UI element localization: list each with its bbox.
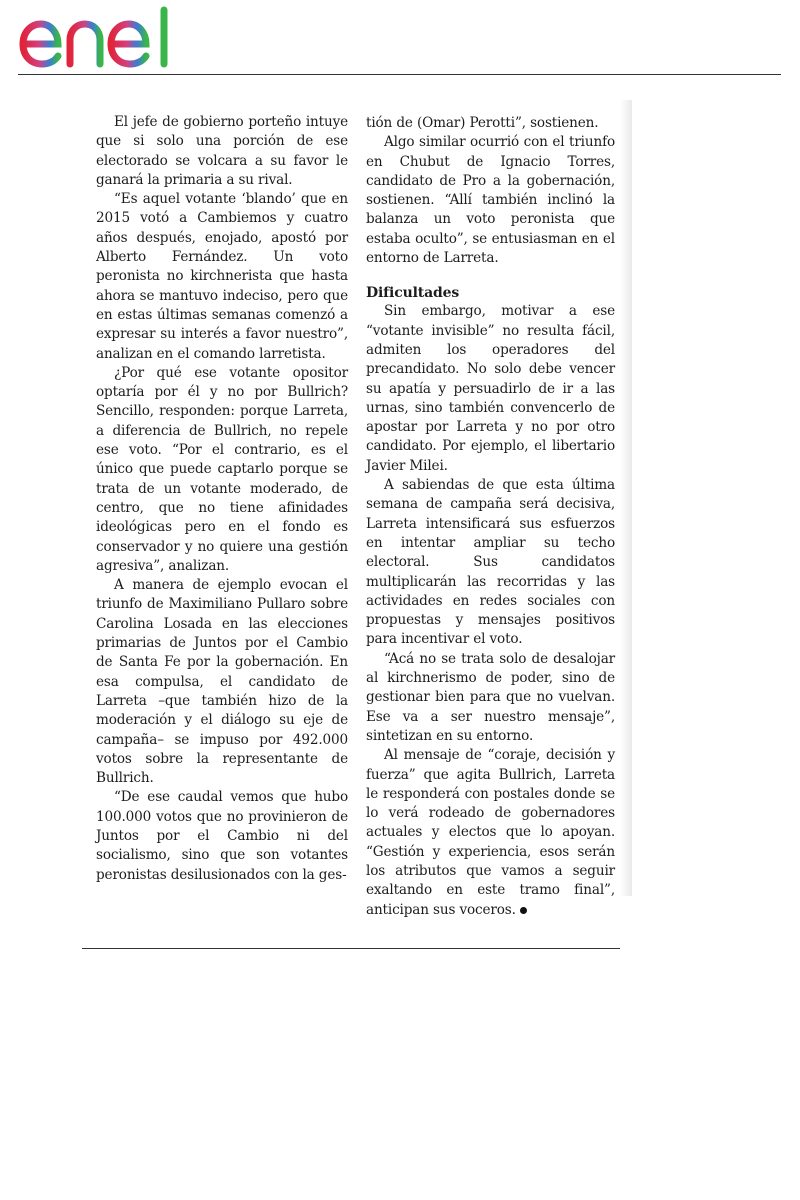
article-paragraph: A manera de ejemplo evocan el triunfo de Maximiliano Pullaro sobre Carolina Losada en las elecciones primarias de Juntos por el Cambio de Santa Fe por la gobernación. En esa compulsa, el candidato de Larreta –que también hizo de la moderación y el diálogo su eje de campaña– se impuso por 492.000 votos sobre la representante de Bullrich. [96, 577, 348, 787]
article-paragraph: El jefe de gobierno porteño intuye que si solo una porción de ese electorado se volcara a su favor le ganará la primaria a su rival. [96, 114, 348, 188]
article-column-left [96, 113, 348, 885]
footer-divider [82, 948, 620, 949]
article-paragraph: ¿Por qué ese votante opositor optaría por él y no por Bullrich? Sencillo, responden: porque Larreta, a diferencia de Bullrich, no repele ese voto. “Por el contrario, es el único que puede captarlo porque se trata de un votante moderado, de centro, que no tiene afinidades ideológicas pero en el fondo es conservador y no quiere una gestión agresiva”, analizan. [96, 364, 348, 574]
enel-logo [18, 4, 188, 70]
end-of-article-mark [520, 907, 527, 914]
article-paragraph: Sin embargo, motivar a ese “votante invisible” no resulta fácil, admiten los operadores del precandidato. No solo debe vencer su apatía y persuadirlo de ir a las urnas, sino también convencerlo de apostar por Larreta y no por otro candidato. Por ejemplo, el libertario Javier Milei. [366, 303, 615, 474]
article-paragraph: “Acá no se trata solo de desalojar al kirchnerismo de poder, sino de gestionar bien para que no vuelvan. Ese va a ser nuestro mensaje”, sintetizan en su entorno. [366, 650, 615, 744]
article-paragraph: “De ese caudal vemos que hubo 100.000 votos que no provinieron de Juntos por el Cambio ni del socialismo, sino que son votantes peronistas desilusionados con la ges- [96, 789, 348, 883]
article-paragraph: tión de (Omar) Perotti”, sostienen. [366, 115, 599, 131]
enel-logo-graphic [18, 4, 188, 70]
article-paragraph: A sabiendas de que esta última semana de campaña será decisiva, Larreta intensificará sus esfuerzos en intentar ampliar su techo electoral. Sus candidatos multiplicarán las recorridas y las actividades en redes sociales con propuestas y mensajes positivos para incentivar el voto. [366, 477, 615, 648]
article-column-right [366, 114, 615, 920]
article-paragraph-text: Al mensaje de “coraje, decisión y fuerza” que agita Bullrich, Larreta le responderá con postales donde se lo verá rodeado de gobernadores actuales y electos que lo apoyan. “Gestión y experiencia, esos serán los atributos que vamos a seguir exaltando en este tramo final”, anticipan sus voceros. [366, 747, 615, 918]
header-divider [18, 74, 781, 75]
article-paragraph-final [366, 746, 615, 920]
clipping-edge-shadow [620, 100, 632, 896]
article-paragraph: “Es aquel votante ‘blando’ que en 2015 votó a Cambiemos y cuatro años después, enojado, apostó por Alberto Fernández. Un voto peronista no kirchnerista que hasta ahora se mantuvo indeciso, pero que en estas últimas semanas comenzó a expresar su interés a favor nuestro”, analizan en el comando larretista. [96, 191, 348, 362]
section-heading: Dificultades [366, 285, 460, 302]
article-paragraph: Algo similar ocurrió con el triunfo en Chubut de Ignacio Torres, candidato de Pro a la gobernación, sostienen. “Allí también inclinó la balanza un voto peronista que estaba oculto”, se entusiasman en el entorno de Larreta. [366, 134, 615, 267]
